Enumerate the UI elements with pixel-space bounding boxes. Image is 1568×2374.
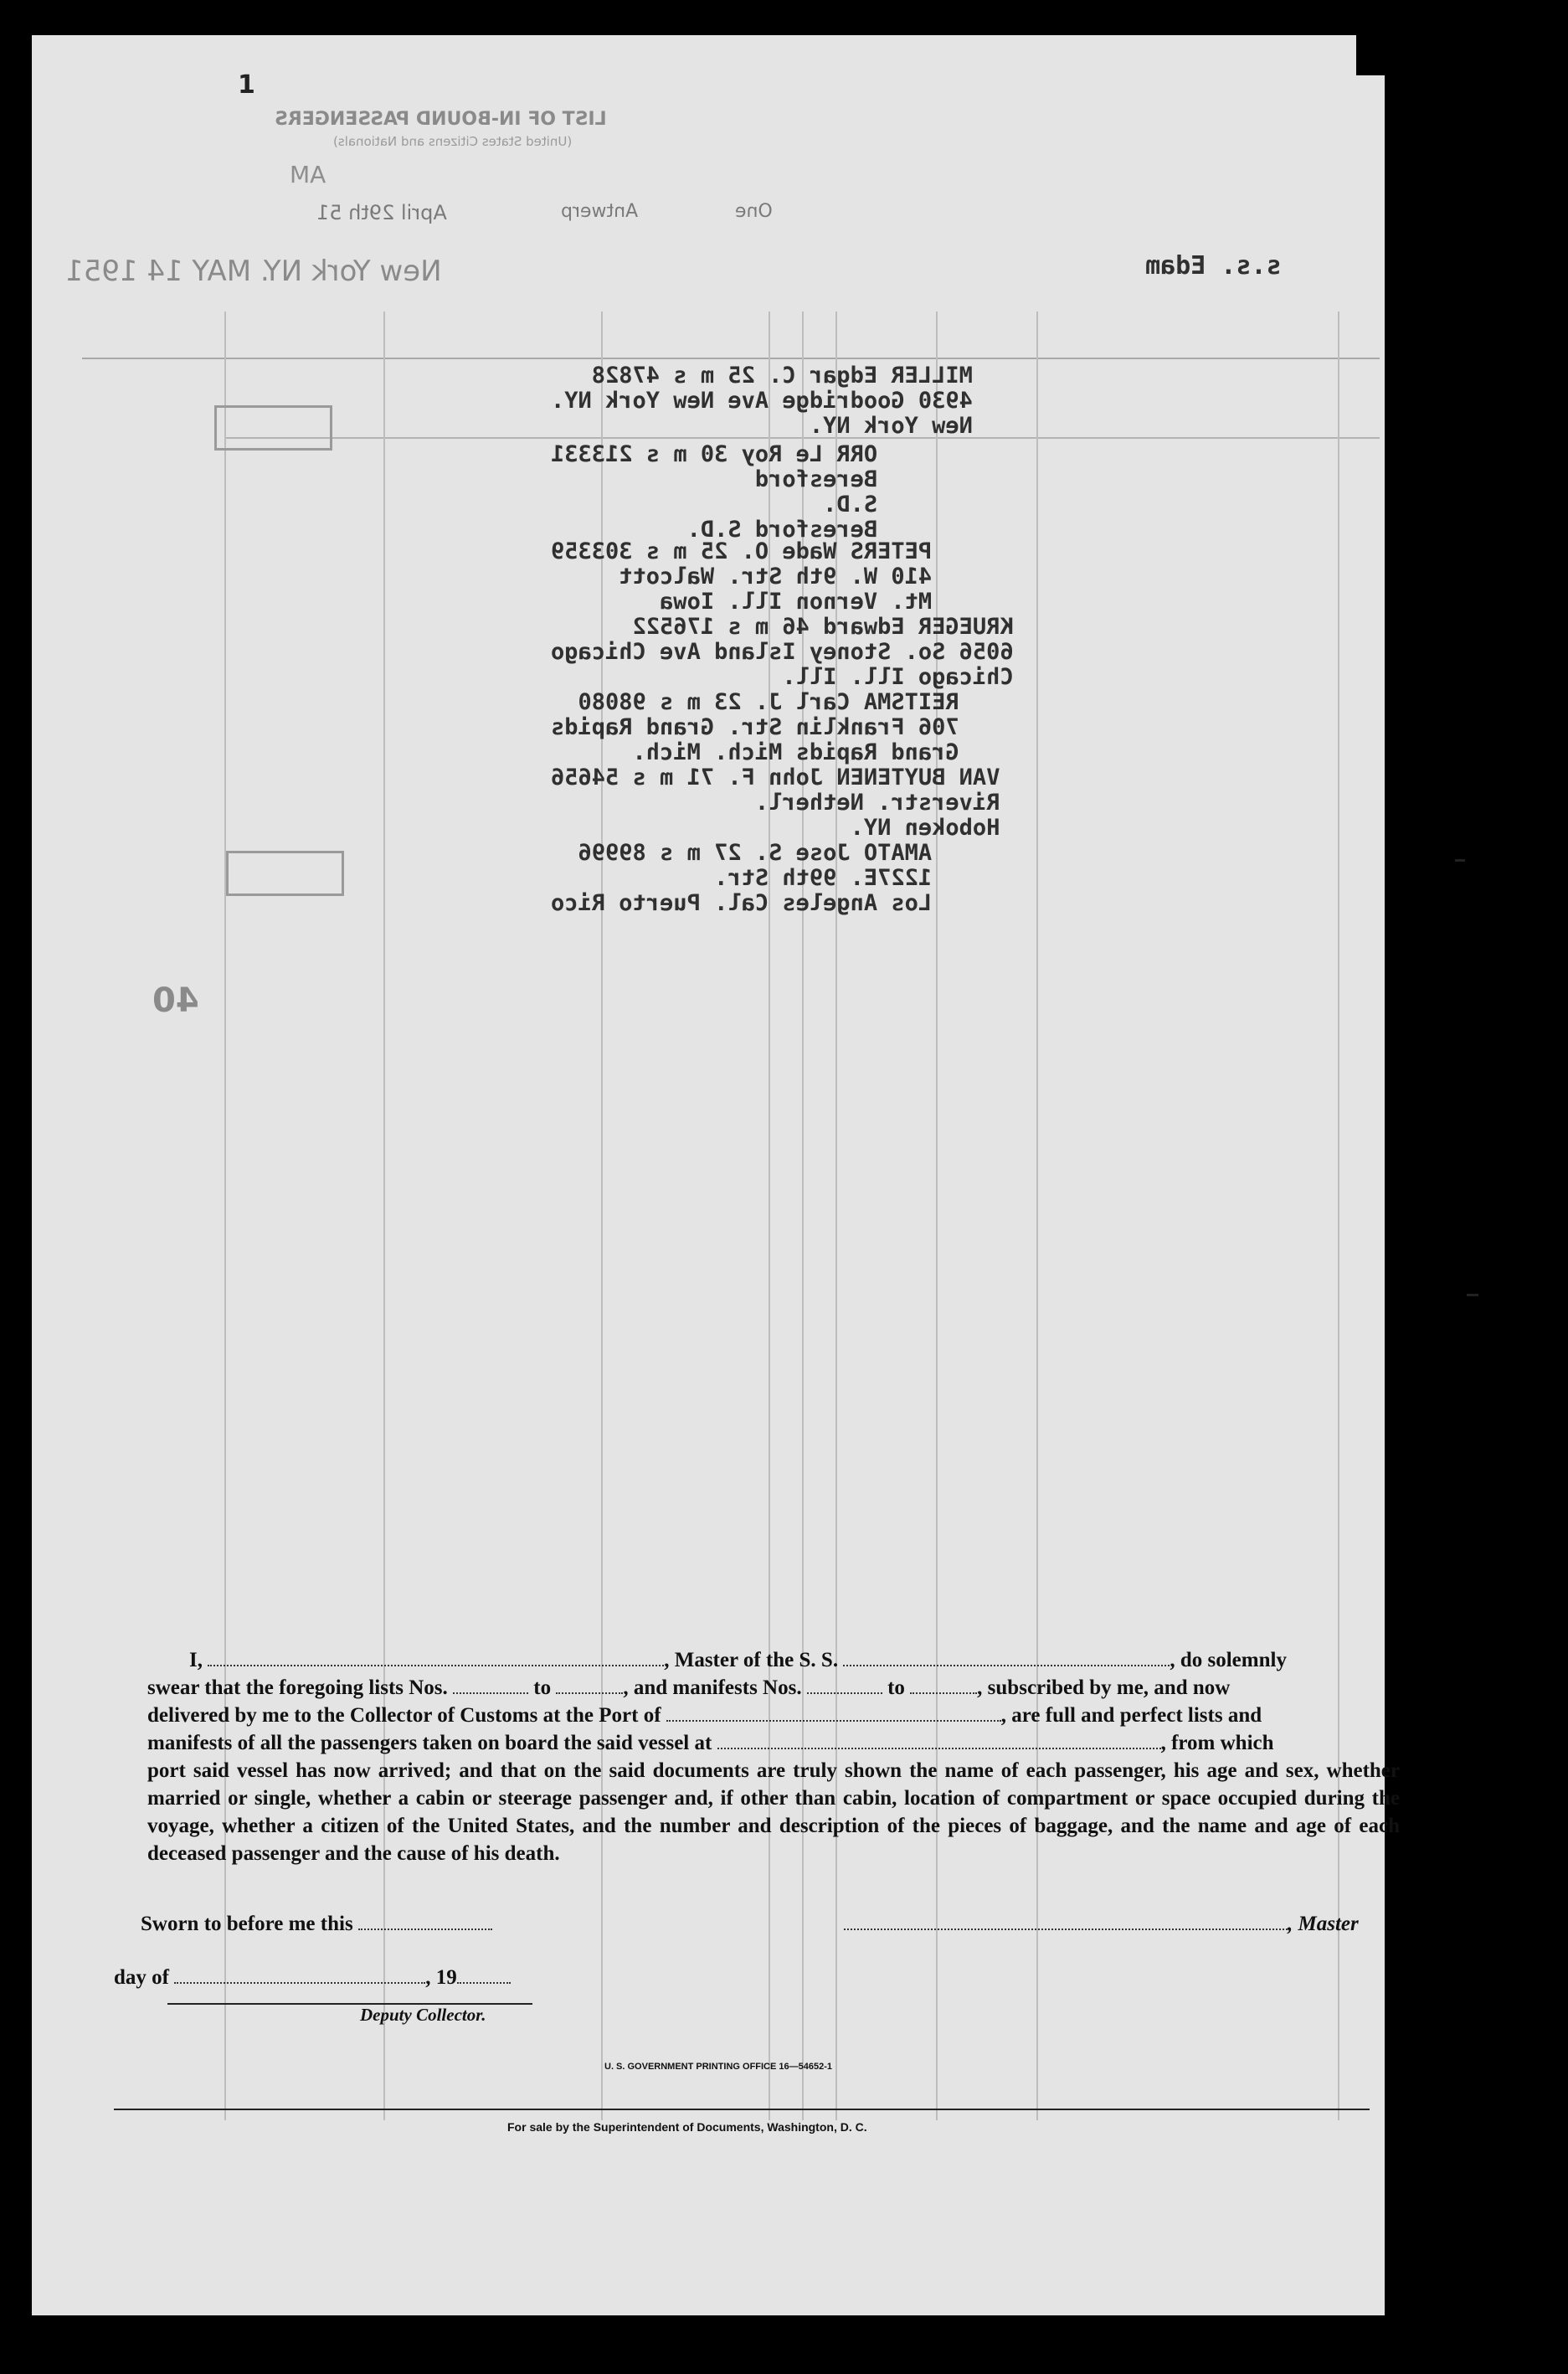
deputy-collector-label: Deputy Collector. — [360, 2005, 486, 2025]
oath-body: port said vessel has now arrived; and that on the said documents are truly shown the name of each passenger, his age and sex, whether married or single, whether a cabin or steerage passenger and, if other than cabin, location of compartment or space occupied during the voyage, whether a citizen of the United States, and the number and description of the pieces of baggage, and the name and age of each deceased passenger and the cause of his death. — [147, 1759, 1400, 1865]
table-top-rule — [82, 358, 1380, 359]
ghost-date: April 29th 51 — [316, 201, 447, 224]
binder-hole-10 — [1423, 2100, 1468, 2145]
ghost-arrival: New York NY. MAY 14 1951 — [65, 255, 442, 288]
binder-hole-11 — [1423, 2241, 1468, 2286]
master-signature-line: , Master — [844, 1913, 1359, 1936]
printing-office-line: U. S. GOVERNMENT PRINTING OFFICE 16—54652-1 — [604, 2062, 833, 2072]
margin-note: 40 — [152, 981, 199, 1020]
stamp-box-upper — [214, 405, 332, 451]
passenger-entry-4: KRUEGER Edward 46 m s 176522 6056 So. Stoney Island Ave Chicago Chicago Ill. Ill. — [551, 614, 1014, 690]
passenger-entry-3: PETERS Wade O. 25 m s 303359 410 W. 9th Str. Walcott Mt. Vernon Ill. Iowa — [551, 538, 933, 615]
ghost-subtitle: (United States Citizens and Nationals) — [333, 134, 573, 149]
binder-hole-6 — [1457, 1161, 1502, 1206]
scan-tick-2 — [1467, 1294, 1478, 1296]
binder-hole-3 — [1457, 256, 1502, 301]
ghost-mark: MA — [290, 161, 326, 188]
passenger-entry-5: REITSMA Carl J. 23 m s 98080 706 Franklin Str. Grand Rapids Grand Rapids Mich. Mich. — [551, 689, 959, 765]
passenger-entry-6: VAN BUYTENEN John F. 71 m s 54656 Riverstr. Netherl. Hoboken NY. — [551, 765, 1000, 841]
ghost-port: Antwerp — [561, 201, 639, 222]
stamp-box-lower — [226, 851, 344, 896]
oath-line-4: manifests of all the passengers taken on board the said vessel at , from which — [147, 1732, 1274, 1754]
ship-name: s.s. Edam — [1145, 251, 1282, 281]
binder-hole-4 — [1423, 643, 1468, 688]
oath-line-1: I, , Master of the S. S. , do solemnly — [189, 1649, 1287, 1671]
scan-tick-1 — [1455, 859, 1465, 862]
passenger-entry-7: AMATO Jose S. 27 m s 89996 1227E. 99th Str. Los Angeles Cal. Puerto Rico — [551, 840, 933, 916]
ghost-class: One — [735, 201, 773, 222]
sworn-before-line: Sworn to before me this — [141, 1913, 492, 1936]
binder-hole-9 — [1457, 2063, 1502, 2109]
binder-hole-8 — [1423, 1698, 1468, 1743]
binder-hole-1 — [1423, 97, 1468, 142]
document-page — [32, 35, 1400, 2315]
footer-rule — [114, 2109, 1370, 2110]
passenger-entry-1: MILLER Edgar C. 25 m s 47828 4930 Goodridge Ave New York NY. New York NY. — [551, 363, 973, 439]
ghost-title: LIST OF IN-BOUND PASSENGERS — [275, 109, 607, 130]
oath-block — [147, 1646, 1400, 1867]
oath-line-2: swear that the foregoing lists Nos. to , and manifests Nos. to , subscribed by me, and now — [147, 1676, 1231, 1699]
binder-hole-5 — [1423, 787, 1468, 832]
scan-dark-corner — [1356, 35, 1406, 75]
binder-hole-7 — [1423, 1558, 1468, 1603]
ghost-page-number: 1 — [238, 70, 255, 100]
passenger-entry-2: ORR Le Roy 30 m s 213331 Beresford S.D. Beresford S.D. — [551, 441, 878, 543]
day-of-line: day of , 19 — [114, 1966, 511, 1990]
for-sale-notice: For sale by the Superintendent of Documents, Washington, D. C. — [507, 2120, 867, 2134]
oath-line-3: delivered by me to the Collector of Customs at the Port of , are full and perfect lists and — [147, 1704, 1262, 1727]
